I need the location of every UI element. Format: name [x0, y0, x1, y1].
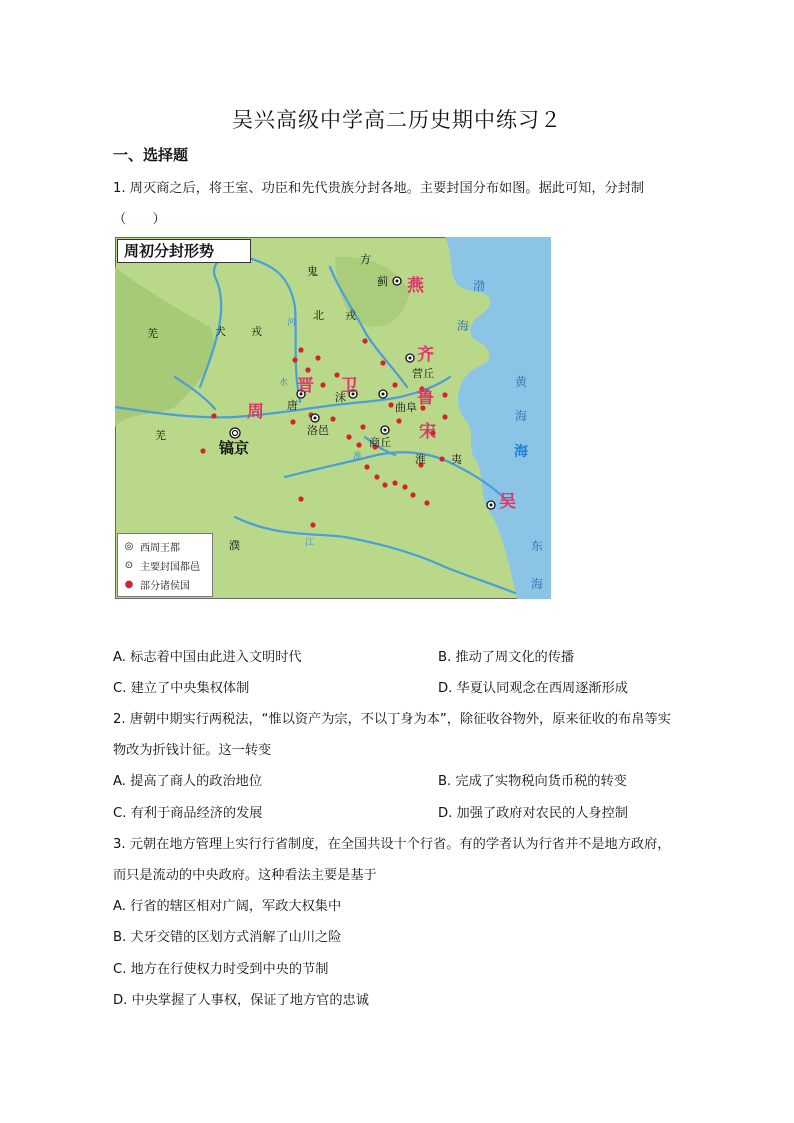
state-yan: 燕: [407, 276, 424, 296]
q2-option-d: D. 加强了政府对农民的人身控制: [438, 806, 628, 821]
q2-stem-line2: 物改为折钱计征。这一转变: [113, 743, 272, 758]
tribe-quan: 犬: [215, 325, 226, 338]
q2-option-c: C. 有利于商品经济的发展: [113, 806, 263, 821]
tribe-huai: 淮: [415, 453, 426, 466]
city-ji: 蓟: [377, 275, 388, 288]
sea-dong-2: 海: [531, 577, 544, 591]
q2-stem-line1: 2. 唐朝中期实行两税法，“惟以资产为宗，不以丁身为本”，除征收谷物外，原来征收的布帛等实: [113, 712, 671, 727]
sea-huang-1: 黄: [515, 375, 528, 389]
city-yingqiu: 营丘: [412, 367, 434, 380]
page-title: 吴兴高级中学高二历史期中练习２: [232, 108, 562, 132]
zhou-fief-map: [115, 237, 551, 599]
state-song: 宋: [419, 422, 436, 442]
state-wu: 吴: [499, 492, 516, 512]
tribe-yi: 夷: [451, 453, 462, 466]
tribe-fang: 方: [360, 253, 371, 266]
river-jiang: 江: [305, 538, 315, 548]
fief-city-symbol-icon: ⊙: [124, 560, 134, 571]
q1-stem-line2: （ ）: [113, 212, 166, 227]
q1-stem-line1: 1. 周灭商之后，将王室、功臣和先代贵族分封各地。主要封国分布如图。据此可知，分封制: [113, 181, 645, 196]
city-tang: 唐: [287, 399, 298, 412]
tribe-qiang2: 羌: [155, 429, 166, 442]
sea-bo-1: 渤: [473, 279, 486, 293]
tribe-pu: 濮: [229, 539, 240, 552]
q1-option-d: D. 华夏认同观念在西周逐渐形成: [438, 681, 628, 696]
river-he: 河: [287, 318, 297, 328]
q1-option-b: B. 推动了周文化的传播: [438, 650, 575, 665]
legend-fief-city-label: 主要封国都邑: [140, 562, 200, 573]
city-qufu: 曲阜: [395, 401, 417, 414]
legend-row-fief-city: [122, 556, 208, 575]
map-legend: [117, 533, 213, 597]
river-shui: 水: [279, 378, 289, 388]
q2-option-b: B. 完成了实物税向货币税的转变: [438, 774, 627, 789]
capital-symbol-icon: ◎: [124, 541, 134, 552]
q3-option-b: B. 犬牙交错的区划方式消解了山川之险: [113, 930, 342, 945]
q3-option-d: D. 中央掌握了人事权，保证了地方官的忠诚: [113, 993, 369, 1008]
legend-row-vassal: [122, 575, 208, 594]
state-wei: 卫: [341, 376, 358, 396]
tribe-rong: 戎: [345, 309, 356, 322]
state-zhou: 周: [247, 402, 264, 422]
q3-stem-line2: 而只是流动的中央政府。这种看法主要是基于: [113, 868, 377, 883]
river-huai: 淮: [353, 452, 363, 462]
tribe-gui: 鬼: [307, 265, 318, 278]
tribe-rong2: 戎: [251, 325, 262, 338]
tribe-qiang: 羌: [147, 327, 158, 340]
tribe-bei: 北: [313, 309, 324, 322]
sea-dong-1: 东: [531, 539, 544, 553]
city-haojing: 镐京: [219, 439, 250, 457]
sea-huang-3: 海: [514, 444, 528, 460]
q3-option-c: C. 地方在行使权力时受到中央的节制: [113, 962, 329, 977]
sea-huang-2: 海: [515, 409, 528, 423]
state-qi: 齐: [417, 345, 434, 365]
city-luoyi: 洛邑: [307, 424, 329, 437]
section-heading: 一、选择题: [113, 146, 189, 164]
legend-capital-label: 西周王都: [140, 543, 180, 554]
q2-option-a: A. 提高了商人的政治地位: [113, 774, 263, 789]
q3-option-a: A. 行省的辖区相对广阔，军政大权集中: [113, 899, 342, 914]
vassal-dot-icon: ●: [124, 579, 134, 590]
sea-bo-2: 海: [457, 319, 470, 333]
city-mo: 沬: [335, 391, 346, 404]
q1-option-a: A. 标志着中国由此进入文明时代: [113, 650, 302, 665]
legend-row-capital: [122, 537, 208, 556]
city-shangqiu: 商丘: [369, 436, 391, 449]
state-lu: 鲁: [417, 388, 434, 408]
q1-option-c: C. 建立了中央集权体制: [113, 681, 250, 696]
map-title: 周初分封形势: [117, 239, 251, 263]
legend-vassal-label: 部分诸侯国: [140, 581, 190, 592]
state-jin: 晋: [297, 376, 314, 396]
q3-stem-line1: 3. 元朝在地方管理上实行行省制度，在全国共设十个行省。有的学者认为行省并不是地方政府，: [113, 837, 671, 852]
